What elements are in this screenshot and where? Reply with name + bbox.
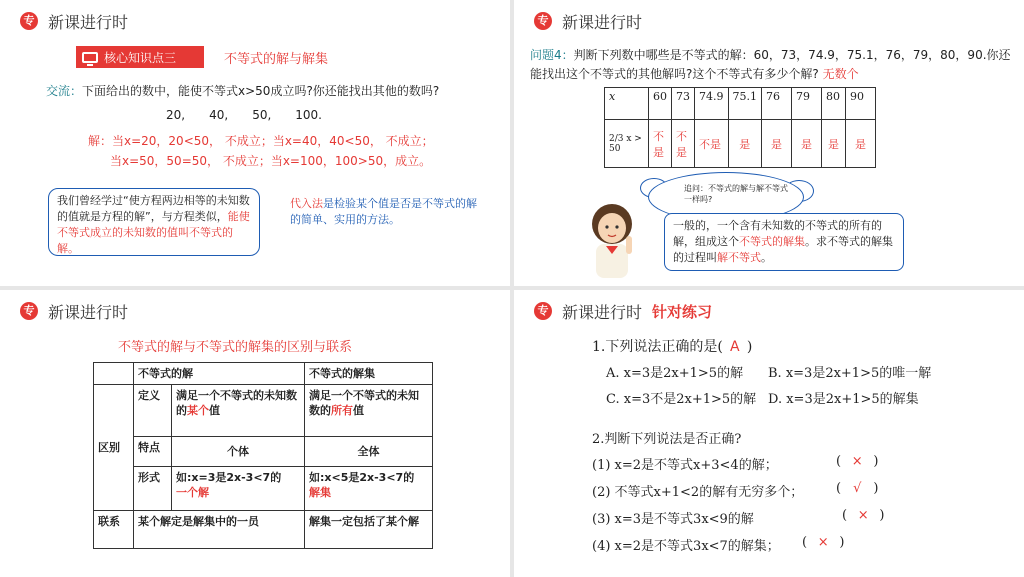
cell-text: 满足一个不等式的未知数的 bbox=[309, 389, 419, 417]
substitution-note bbox=[290, 196, 480, 228]
definition-text: 。求不等式的解集的过程叫 bbox=[673, 235, 893, 264]
cell-text: 如:x=3是2x-3<7的 bbox=[176, 471, 282, 484]
feature-cell: 个体 bbox=[172, 437, 305, 467]
aspect-label: 定义 bbox=[134, 385, 172, 437]
cell-text: 如:x<5是2x-3<7的 bbox=[309, 471, 415, 484]
value-cell: 75.1 bbox=[728, 88, 762, 120]
practice-label: 针对练习 bbox=[652, 302, 713, 321]
cell-highlight: 某个 bbox=[187, 404, 209, 417]
definition-bubble bbox=[48, 188, 260, 256]
badge-label: 核心知识点三 bbox=[104, 50, 177, 65]
question-2: 2.判断下列说法是否正确? bbox=[592, 432, 742, 447]
logo-icon: 专 bbox=[20, 12, 38, 30]
option-b: B. x=3是2x+1>5的唯一解 bbox=[768, 366, 932, 381]
number-item: 100. bbox=[295, 108, 322, 122]
answer-mark: √ bbox=[853, 481, 862, 496]
cell-highlight: 所有 bbox=[331, 404, 353, 417]
knowledge-badge bbox=[76, 46, 204, 68]
value-cell: 79 bbox=[792, 88, 822, 120]
monitor-icon bbox=[82, 52, 98, 63]
topic-title: 不等式的解与解集 bbox=[224, 52, 329, 67]
substitution-text: 是检验某个值是否是不等式的解的简单、实用的方法。 bbox=[290, 197, 477, 226]
judgement-mark: ( √ ) bbox=[836, 481, 879, 496]
slide-header bbox=[20, 9, 128, 33]
definition-box bbox=[664, 213, 904, 271]
discussion-text: 下面给出的数中，能使不等式x>50成立吗?你还能找出其他的数吗? bbox=[82, 84, 440, 98]
comparison-title: 不等式的解与不等式的解集的区别与联系 bbox=[118, 340, 353, 355]
result-cell: 是 bbox=[792, 120, 822, 168]
column-header: 不等式的解集 bbox=[305, 363, 433, 385]
value-cell: 74.9 bbox=[695, 88, 729, 120]
solution-line-2: 当x=50，50=50， 不成立；当x=100，100>50，成立。 bbox=[110, 154, 432, 168]
corner-cell bbox=[94, 363, 134, 385]
discussion-question bbox=[46, 82, 439, 100]
result-cell: 不是 bbox=[672, 120, 695, 168]
result-cell: 是 bbox=[728, 120, 762, 168]
link-cell: 某个解定是解集中的一员 bbox=[134, 511, 305, 549]
question-answer: 无数个 bbox=[822, 67, 859, 81]
header-title: 新课进行时 bbox=[48, 12, 129, 32]
answer-mark: × bbox=[817, 535, 829, 550]
question-1 bbox=[592, 336, 752, 356]
logo-icon: 专 bbox=[20, 302, 38, 320]
logo-icon: 专 bbox=[534, 12, 552, 30]
solution-line-1: 解：当x=20，20<50， 不成立；当x=40，40<50， 不成立； bbox=[88, 134, 434, 148]
judgement-table bbox=[604, 87, 876, 168]
form-cell bbox=[305, 467, 433, 511]
comparison-table bbox=[93, 362, 433, 549]
table-row-head: x bbox=[605, 88, 649, 120]
column-header: 不等式的解 bbox=[134, 363, 305, 385]
aspect-label: 特点 bbox=[134, 437, 172, 467]
answer-mark: × bbox=[857, 508, 869, 523]
result-cell: 不是 bbox=[695, 120, 729, 168]
slide-panel-4 bbox=[514, 290, 1024, 577]
student-illustration bbox=[582, 200, 642, 280]
header-title: 新课进行时 bbox=[48, 302, 129, 322]
definition-cell bbox=[305, 385, 433, 437]
value-cell: 73 bbox=[672, 88, 695, 120]
header-title: 新课进行时 bbox=[562, 12, 643, 32]
value-cell: 76 bbox=[762, 88, 792, 120]
slide-header bbox=[20, 299, 128, 323]
table-row-head: 2/3 x > 50 bbox=[605, 120, 649, 168]
option-d: D. x=3是2x+1>5的解集 bbox=[768, 392, 919, 407]
number-item: 50, bbox=[252, 108, 272, 122]
result-cell: 是 bbox=[822, 120, 846, 168]
slide-panel-1 bbox=[0, 0, 510, 286]
result-cell: 是 bbox=[762, 120, 792, 168]
value-cell: 80 bbox=[822, 88, 846, 120]
definition-term: 不等式的解集 bbox=[739, 235, 805, 248]
number-item: 40, bbox=[209, 108, 229, 122]
result-cell: 是 bbox=[846, 120, 876, 168]
discussion-label: 交流： bbox=[46, 84, 83, 98]
bubble-highlight: 能使不等式成立的未知数的值叫不等式的解。 bbox=[57, 210, 250, 255]
option-a: A. x=3是2x+1>5的解 bbox=[606, 366, 744, 381]
definition-cell bbox=[172, 385, 305, 437]
judgement-item: (4) x=2是不等式3x<7的解集； bbox=[592, 539, 780, 554]
row-label: 区别 bbox=[94, 385, 134, 511]
feature-cell: 全体 bbox=[305, 437, 433, 467]
header-title: 新课进行时 bbox=[562, 302, 643, 322]
definition-term: 解不等式 bbox=[717, 251, 761, 264]
link-cell: 解集一定包括了某个解 bbox=[305, 511, 433, 549]
question-text: 1.下列说法正确的是( bbox=[592, 339, 723, 355]
question-text: 判断下列数中哪些是不等式的解：60，73，74.9，75.1，76，79，80，90.你还能找出这个不等式的其他解吗?这个不等式有多少个解? bbox=[530, 48, 1011, 81]
cell-highlight: 一个解 bbox=[176, 486, 209, 499]
slide-panel-3 bbox=[0, 290, 510, 577]
answer-mark: × bbox=[851, 454, 863, 469]
result-cell: 不是 bbox=[649, 120, 672, 168]
option-c: C. x=3不是2x+1>5的解 bbox=[606, 392, 757, 407]
slide-header bbox=[534, 9, 642, 33]
aspect-label: 形式 bbox=[134, 467, 172, 511]
definition-text: 一般的，一个含有未知数的不等式的所有的解，组成这个 bbox=[673, 219, 882, 248]
judgement-item: (3) x=3是不等式3x<9的解 bbox=[592, 512, 754, 527]
judgement-mark: ( × ) bbox=[836, 454, 879, 469]
cell-text: 值 bbox=[209, 404, 220, 417]
question-4 bbox=[530, 46, 1014, 84]
row-label: 联系 bbox=[94, 511, 134, 549]
value-cell: 60 bbox=[649, 88, 672, 120]
substitution-term: 代入法 bbox=[290, 197, 323, 210]
answer-mark: A bbox=[730, 339, 740, 355]
logo-icon: 专 bbox=[534, 302, 552, 320]
judgement-mark: ( × ) bbox=[802, 535, 845, 550]
question-text: ) bbox=[746, 339, 753, 355]
cell-text: 值 bbox=[353, 404, 364, 417]
judgement-item: (1) x=2是不等式x+3<4的解； bbox=[592, 458, 778, 473]
judgement-mark: ( × ) bbox=[842, 508, 885, 523]
cell-highlight: 解集 bbox=[309, 486, 331, 499]
question-label: 问题4： bbox=[530, 48, 574, 62]
number-item: 20, bbox=[166, 108, 186, 122]
value-cell: 90 bbox=[846, 88, 876, 120]
bubble-text: 我们曾经学过“使方程两边相等的未知数的值就是方程的解”，与方程类似， bbox=[57, 194, 250, 223]
cell-text: 满足一个不等式的未知数的 bbox=[176, 389, 297, 417]
form-cell bbox=[172, 467, 305, 511]
slide-header bbox=[534, 299, 712, 323]
slide-panel-2 bbox=[514, 0, 1024, 286]
judgement-item: (2) 不等式x+1<2的解有无穷多个； bbox=[592, 485, 804, 500]
number-list bbox=[166, 106, 322, 124]
follow-up-text: 追问：不等式的解与解不等式一样吗? bbox=[684, 184, 788, 204]
definition-text: 。 bbox=[761, 251, 772, 264]
